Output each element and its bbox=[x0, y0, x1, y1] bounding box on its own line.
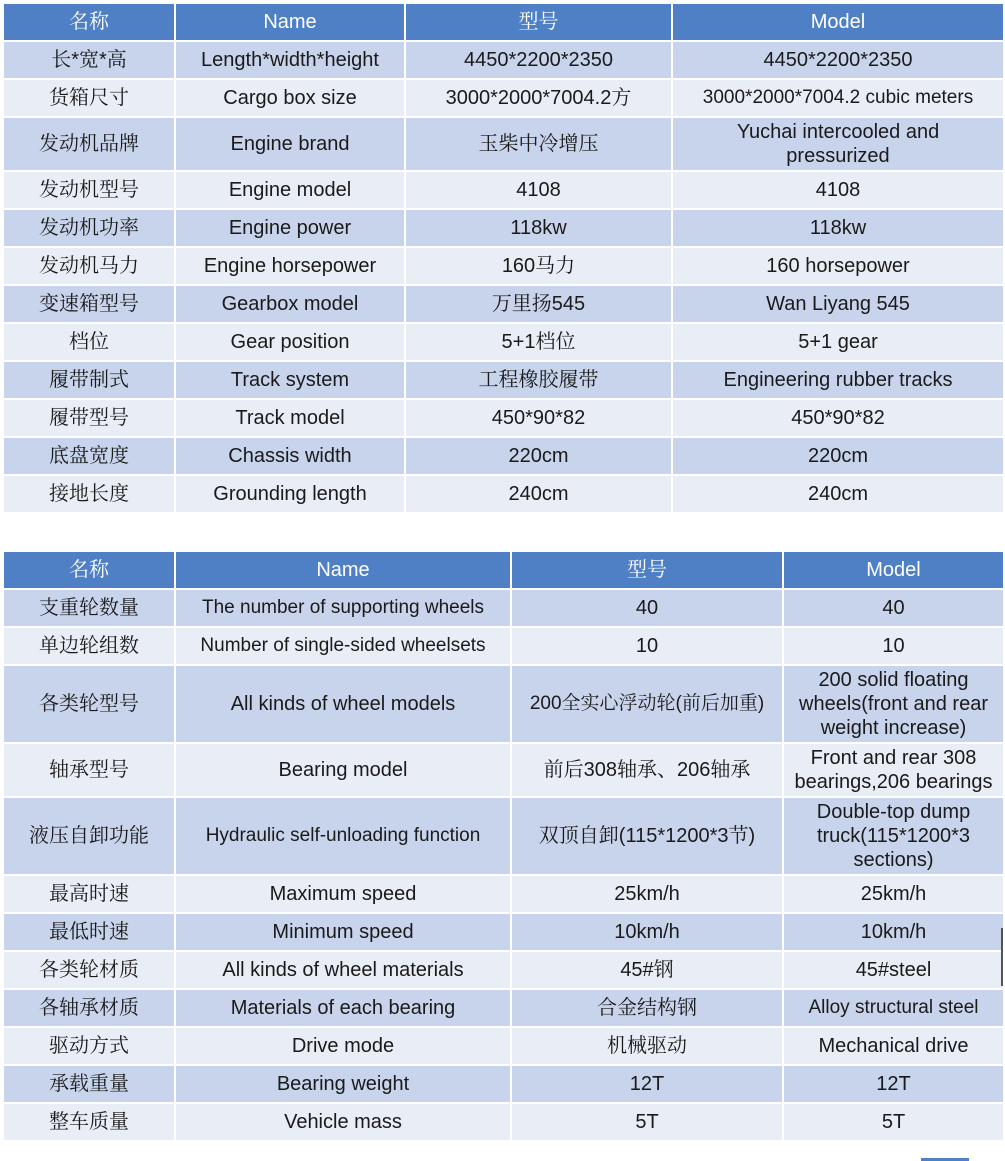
table-row bbox=[4, 744, 1003, 796]
table-cell: 10km/h bbox=[512, 914, 782, 950]
header-cell: Model bbox=[784, 552, 1003, 588]
table-row bbox=[4, 210, 1003, 246]
scrollbar-thumb[interactable] bbox=[1001, 928, 1003, 986]
table-cell: 变速箱型号 bbox=[4, 286, 174, 322]
table-row bbox=[4, 1104, 1003, 1140]
table-row bbox=[4, 80, 1003, 116]
table-cell: 支重轮数量 bbox=[4, 590, 174, 626]
table-cell: 40 bbox=[512, 590, 782, 626]
table-cell: 40 bbox=[784, 590, 1003, 626]
table-cell: Engine model bbox=[176, 172, 404, 208]
table-cell: Bearing weight bbox=[176, 1066, 510, 1102]
table-row bbox=[4, 1028, 1003, 1064]
table-cell: Number of single-sided wheelsets bbox=[176, 628, 510, 664]
table-cell: 工程橡胶履带 bbox=[406, 362, 671, 398]
table-row bbox=[4, 1066, 1003, 1102]
table-row bbox=[4, 438, 1003, 474]
table-cell: 5T bbox=[512, 1104, 782, 1140]
table-cell: 最低时速 bbox=[4, 914, 174, 950]
table-cell: 驱动方式 bbox=[4, 1028, 174, 1064]
header-cell: Name bbox=[176, 552, 510, 588]
table-row bbox=[4, 914, 1003, 950]
table-cell: 25km/h bbox=[784, 876, 1003, 912]
table-row bbox=[4, 400, 1003, 436]
table-row bbox=[4, 362, 1003, 398]
table-cell: 发动机马力 bbox=[4, 248, 174, 284]
table-cell: All kinds of wheel materials bbox=[176, 952, 510, 988]
table-header-row bbox=[4, 4, 1003, 40]
table-cell: Gear position bbox=[176, 324, 404, 360]
table-cell: 承载重量 bbox=[4, 1066, 174, 1102]
table-cell: 5+1 gear bbox=[673, 324, 1003, 360]
table-cell: 12T bbox=[512, 1066, 782, 1102]
table-cell: 液压自卸功能 bbox=[4, 798, 174, 874]
table-row bbox=[4, 876, 1003, 912]
table-cell: 450*90*82 bbox=[406, 400, 671, 436]
table-cell: 3000*2000*7004.2 cubic meters bbox=[673, 80, 1003, 116]
table-cell: Wan Liyang 545 bbox=[673, 286, 1003, 322]
table-cell: Alloy structural steel bbox=[784, 990, 1003, 1026]
table-cell: Minimum speed bbox=[176, 914, 510, 950]
table-cell: 轴承型号 bbox=[4, 744, 174, 796]
table-cell: 5+1档位 bbox=[406, 324, 671, 360]
table-cell: Track model bbox=[176, 400, 404, 436]
table-row bbox=[4, 590, 1003, 626]
table-cell: Gearbox model bbox=[176, 286, 404, 322]
table-row bbox=[4, 666, 1003, 742]
table-cell: 240cm bbox=[406, 476, 671, 512]
table-cell: 双顶自卸(115*1200*3节) bbox=[512, 798, 782, 874]
table-row bbox=[4, 324, 1003, 360]
table-cell: Vehicle mass bbox=[176, 1104, 510, 1140]
table-row bbox=[4, 990, 1003, 1026]
table-cell: Maximum speed bbox=[176, 876, 510, 912]
table-cell: 4450*2200*2350 bbox=[406, 42, 671, 78]
table-cell: 履带型号 bbox=[4, 400, 174, 436]
table-cell: 前后308轴承、206轴承 bbox=[512, 744, 782, 796]
header-cell: 型号 bbox=[512, 552, 782, 588]
table-cell: 10km/h bbox=[784, 914, 1003, 950]
table-cell: 10 bbox=[512, 628, 782, 664]
spec-table-2 bbox=[2, 550, 1005, 1142]
table-cell: 220cm bbox=[673, 438, 1003, 474]
table-cell: 5T bbox=[784, 1104, 1003, 1140]
table-cell: The number of supporting wheels bbox=[176, 590, 510, 626]
table-cell: 机械驱动 bbox=[512, 1028, 782, 1064]
table-row bbox=[4, 798, 1003, 874]
spec-table-1 bbox=[2, 2, 1005, 514]
table-cell: Yuchai intercooled and pressurized bbox=[673, 118, 1003, 170]
header-cell: 名称 bbox=[4, 4, 174, 40]
table-row bbox=[4, 248, 1003, 284]
table-cell: 240cm bbox=[673, 476, 1003, 512]
table-cell: 合金结构钢 bbox=[512, 990, 782, 1026]
table-cell: 200全实心浮动轮(前后加重) bbox=[512, 666, 782, 742]
table-cell: 25km/h bbox=[512, 876, 782, 912]
table-cell: Length*width*height bbox=[176, 42, 404, 78]
table-row bbox=[4, 118, 1003, 170]
table-cell: 档位 bbox=[4, 324, 174, 360]
table-cell: 10 bbox=[784, 628, 1003, 664]
table-cell: 底盘宽度 bbox=[4, 438, 174, 474]
table-cell: Drive mode bbox=[176, 1028, 510, 1064]
table-cell: Engine horsepower bbox=[176, 248, 404, 284]
table-cell: 万里扬545 bbox=[406, 286, 671, 322]
table-cell: 最高时速 bbox=[4, 876, 174, 912]
table-cell: 3000*2000*7004.2方 bbox=[406, 80, 671, 116]
table-row bbox=[4, 952, 1003, 988]
table-cell: 整车质量 bbox=[4, 1104, 174, 1140]
header-cell: Model bbox=[673, 4, 1003, 40]
table-cell: 12T bbox=[784, 1066, 1003, 1102]
table-row bbox=[4, 286, 1003, 322]
table-cell: Track system bbox=[176, 362, 404, 398]
table-row bbox=[4, 172, 1003, 208]
table-cell: 160 horsepower bbox=[673, 248, 1003, 284]
header-cell: Name bbox=[176, 4, 404, 40]
table-cell: Hydraulic self-unloading function bbox=[176, 798, 510, 874]
table-row bbox=[4, 628, 1003, 664]
table-cell: 各轴承材质 bbox=[4, 990, 174, 1026]
table-cell: 118kw bbox=[406, 210, 671, 246]
table-cell: 118kw bbox=[673, 210, 1003, 246]
table-cell: 发动机功率 bbox=[4, 210, 174, 246]
table-header-row bbox=[4, 552, 1003, 588]
table-cell: 货箱尺寸 bbox=[4, 80, 174, 116]
table-cell: Chassis width bbox=[176, 438, 404, 474]
table-cell: 200 solid floating wheels(front and rear weight increase) bbox=[784, 666, 1003, 742]
table-cell: Materials of each bearing bbox=[176, 990, 510, 1026]
table-cell: 45#钢 bbox=[512, 952, 782, 988]
table-cell: 发动机型号 bbox=[4, 172, 174, 208]
table-cell: 4450*2200*2350 bbox=[673, 42, 1003, 78]
table-cell: 各类轮型号 bbox=[4, 666, 174, 742]
table-cell: 各类轮材质 bbox=[4, 952, 174, 988]
table-cell: 4108 bbox=[406, 172, 671, 208]
table-cell: Grounding length bbox=[176, 476, 404, 512]
header-cell: 型号 bbox=[406, 4, 671, 40]
table-row bbox=[4, 42, 1003, 78]
table-cell: Cargo box size bbox=[176, 80, 404, 116]
table-cell: 玉柴中冷增压 bbox=[406, 118, 671, 170]
header-cell: 名称 bbox=[4, 552, 174, 588]
table-cell: 450*90*82 bbox=[673, 400, 1003, 436]
table-cell: All kinds of wheel models bbox=[176, 666, 510, 742]
table-cell: Double-top dump truck(115*1200*3 sections) bbox=[784, 798, 1003, 874]
table-cell: Mechanical drive bbox=[784, 1028, 1003, 1064]
table-cell: 发动机品牌 bbox=[4, 118, 174, 170]
table-cell: Engineering rubber tracks bbox=[673, 362, 1003, 398]
table-cell: Engine brand bbox=[176, 118, 404, 170]
table-cell: 220cm bbox=[406, 438, 671, 474]
table-cell: Engine power bbox=[176, 210, 404, 246]
table-cell: Front and rear 308 bearings,206 bearings bbox=[784, 744, 1003, 796]
table-cell: 单边轮组数 bbox=[4, 628, 174, 664]
table-cell: 4108 bbox=[673, 172, 1003, 208]
table-cell: 接地长度 bbox=[4, 476, 174, 512]
table-cell: 160马力 bbox=[406, 248, 671, 284]
table-cell: Bearing model bbox=[176, 744, 510, 796]
table-cell: 长*宽*高 bbox=[4, 42, 174, 78]
table-cell: 履带制式 bbox=[4, 362, 174, 398]
table-row bbox=[4, 476, 1003, 512]
table-cell: 45#steel bbox=[784, 952, 1003, 988]
